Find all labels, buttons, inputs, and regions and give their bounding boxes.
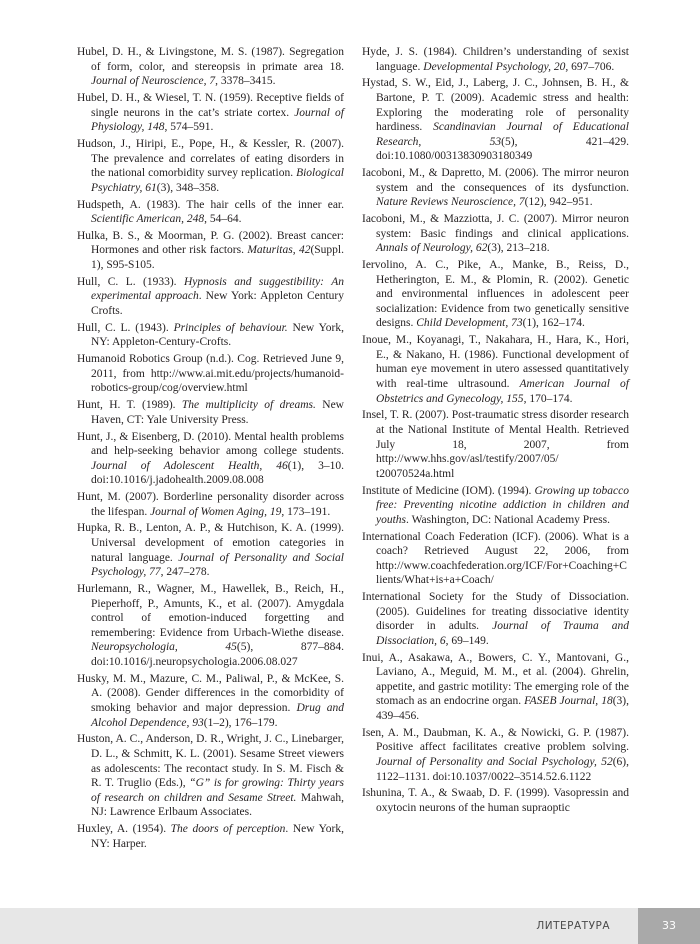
reference-text: Hulka, B. S., & Moorman, P. G. (2002). Breast cancer: Hormones and other risk factors.: [77, 229, 344, 257]
reference-entry: [362, 651, 629, 724]
reference-entry: [77, 490, 344, 519]
reference-text: Hunt, J., & Eisenberg, D. (2010). Mental health problems and help-seeking behavior among college students.: [77, 430, 344, 458]
reference-text: (6), 1122–1131. doi:10.1037/0022–3514.52.6.1122: [376, 755, 629, 783]
reference-text: International Coach Federation (ICF). (2006). What is a coach? Retrieved August 22, 2006, from http://www.coachfederation.org/ICF/For+Coaching+Clients/What+is+a+Coach/: [362, 530, 629, 587]
reference-source-italic: FASEB Journal, 18: [524, 695, 613, 708]
reference-source-italic: Developmental Psychology, 20,: [423, 60, 569, 73]
reference-source-italic: Child Development, 73: [416, 317, 523, 330]
reference-text: Hudson, J., Hiripi, E., Pope, H., & Kessler, R. (2007). The prevalence and correlates of eating disorders in the national comorbidity survey replication.: [77, 137, 344, 180]
reference-text: (1), 162–174.: [522, 317, 585, 330]
reference-entry: [362, 408, 629, 481]
reference-text: Hull, C. L. (1943).: [77, 321, 174, 334]
reference-text: (3), 348–358.: [156, 181, 220, 194]
reference-source-italic: Journal of Personality and Social Psychology, 52: [376, 755, 613, 768]
reference-text: (Suppl. 1), S95-S105.: [91, 244, 344, 272]
reference-text: Ishunina, T. A., & Swaab, D. F. (1999). Vasopressin and oxytocin neurons of the human supraoptic: [362, 787, 629, 814]
reference-text: , 54–64.: [204, 213, 242, 226]
reference-text: Iacoboni, M., & Dapretto, M. (2006). The mirror neuron system and the consequences of its dysfunction.: [362, 167, 629, 194]
references-right-column: [362, 45, 629, 818]
reference-text: Hurlemann, R., Wagner, M., Hawellek, B., Reich, H., Pieperhoff, P., Amunts, K., et al. (2007). Amygdala control of emotion-induced forgetting and remembering: Evidence from Urbach-Wiethe disease.: [77, 583, 344, 639]
reference-entry: [77, 275, 344, 319]
reference-entry: [77, 198, 344, 227]
references-left-column: [77, 45, 344, 853]
reference-source-italic: Journal of Physiology, 148: [91, 106, 344, 134]
reference-text: . Washington, DC: National Academy Press.: [406, 513, 610, 526]
reference-entry: [77, 822, 344, 851]
reference-entry: [77, 229, 344, 273]
reference-source-italic: The multiplicity of dreams.: [181, 399, 316, 412]
reference-text: (3), 439–456.: [376, 695, 629, 722]
reference-source-italic: Nature Reviews Neuroscience, 7: [376, 196, 525, 209]
reference-text: New Haven, CT: Yale University Press.: [91, 399, 344, 426]
reference-text: Iacoboni, M., & Mazziotta, J. C. (2007). Mirror neuron system: Basic findings and clinical applications.: [362, 213, 629, 240]
reference-entry: [77, 430, 344, 488]
reference-source-italic: Scientific American, 248: [91, 213, 205, 226]
reference-source-italic: Journal of Adolescent Health, 46: [91, 459, 288, 472]
reference-text: Hudspeth, A. (1983). The hair cells of the inner ear.: [77, 198, 344, 211]
reference-text: New York, NY: Appleton-Century-Crofts.: [91, 321, 344, 349]
reference-text: Iervolino, A. C., Pike, A., Manke, B., Reiss, D., Hetherington, E. M., & Plomin, R. (2002). Genetic and environmental influences in adolescent peer socialization: Evidence from two genetically sensitive designs.: [362, 259, 629, 330]
reference-text: , 170–174.: [523, 392, 573, 405]
reference-text: 697–706.: [568, 60, 615, 73]
reference-text: Hunt, H. T. (1989).: [77, 399, 182, 412]
reference-text: (5), 421–429. doi:10.1080/00313830903180349: [376, 135, 629, 163]
reference-text: , 3378–3415.: [215, 75, 276, 88]
reference-source-italic: Scandinavian Journal of Educational Research, 53: [376, 121, 629, 148]
reference-source-italic: Neuropsychologia, 45: [91, 641, 237, 654]
reference-source-italic: Journal of Women Aging, 19: [150, 505, 282, 518]
reference-text: Hystad, S. W., Eid, J., Laberg, J. C., Johnsen, B. H., & Bartone, P. T. (2009). Academic stress and health: Exploring the moderating role of personality hardiness.: [362, 77, 629, 134]
reference-text: Hubel, D. H., & Livingstone, M. S. (1987). Segregation of form, color, and stereopsis in primate area 18.: [77, 46, 344, 73]
reference-source-italic: Growing up tobacco free: Preventing nicotine addiction in children and youths: [376, 484, 629, 526]
reference-text: Isen, A. M., Daubman, K. A., & Nowicki, G. P. (1987). Positive affect facilitates creative problem solving.: [362, 726, 629, 754]
reference-source-italic: Journal of Trauma and Dissociation, 6: [376, 620, 629, 647]
reference-text: , 574–591.: [164, 121, 214, 134]
reference-entry: [77, 352, 344, 396]
reference-entry: [77, 732, 344, 820]
reference-entry: [77, 321, 344, 350]
reference-source-italic: Journal of Neuroscience, 7: [91, 75, 216, 88]
reference-entry: [77, 672, 344, 730]
reference-text: Huxley, A. (1954).: [77, 823, 171, 836]
reference-text: International Society for the Study of Dissociation. (2005). Guidelines for treating dissociative identity disorder in adults.: [362, 591, 629, 633]
reference-entry: [77, 137, 344, 195]
page-footer: [0, 908, 700, 944]
reference-entry: [362, 212, 629, 256]
reference-entry: [362, 258, 629, 331]
section-label: ЛИТЕРАТУРА: [536, 920, 610, 932]
reference-entry: [362, 45, 629, 74]
reference-text: (12), 942–951.: [524, 196, 593, 209]
reference-text: (5), 877–884. doi:10.1016/j.neuropsychologia.2006.08.027: [91, 641, 344, 668]
reference-text: Hull, C. L. (1933).: [77, 275, 184, 288]
reference-entry: [77, 398, 344, 427]
reference-text: Insel, T. R. (2007). Post-traumatic stress disorder research at the National Institute of Mental Health. Retrieved July 18, 2007, from http://www.hhs.gov/asl/testify/2007/05/ t20070524a.html: [362, 409, 629, 480]
reference-entry: [77, 45, 344, 89]
reference-source-italic: “G” is for growing: Thirty years of research on children and Sesame Street.: [91, 777, 344, 804]
reference-text: (3), 213–218.: [487, 242, 550, 255]
reference-source-italic: Principles of behaviour.: [173, 321, 288, 334]
reference-entry: [362, 530, 629, 588]
reference-source-italic: Biological Psychiatry, 61: [91, 167, 344, 194]
reference-entry: [362, 786, 629, 815]
reference-source-italic: The doors of perception: [170, 823, 286, 836]
reference-text: . New York, NY: Harper.: [91, 823, 344, 850]
reference-text: Husky, M. M., Mazure, C. M., Paliwal, P., & McKee, S. A. (2008). Gender differences in the comorbidity of smoking behavior and major depression.: [77, 672, 344, 714]
reference-text: Hyde, J. S. (1984). Children’s understanding of sexist language.: [362, 46, 629, 73]
reference-source-italic: Hypnosis and suggestibility: An experimental approach: [91, 275, 344, 303]
reference-entry: [362, 726, 629, 784]
reference-text: Huston, A. C., Anderson, D. R., Wright, J. C., Linebarger, D. L., & Schmitt, K. L. (2001). Sesame Street viewers as adolescents: The recontact study. In S. M. Fisch & R. T. Truglio (Eds.),: [77, 733, 344, 790]
reference-source-italic: Journal of Personality and Social Psychology, 77: [91, 551, 344, 579]
reference-text: Hunt, M. (2007). Borderline personality disorder across the lifespan.: [77, 491, 344, 518]
reference-entry: [77, 582, 344, 670]
reference-text: , 69–149.: [445, 634, 489, 647]
page-number: 33: [638, 908, 700, 944]
reference-text: . New York: Appleton Century Crofts.: [91, 290, 345, 318]
reference-source-italic: Annals of Neurology, 62: [376, 242, 488, 255]
reference-entry: [362, 76, 629, 164]
reference-source-italic: Drug and Alcohol Dependence, 93: [91, 701, 345, 729]
reference-text: Inui, A., Asakawa, A., Bowers, C. Y., Mantovani, G., Laviano, A., Meguid, M. M., et al. (2004). Ghrelin, appetite, and gastric motility: The emerging role of the stomach as an endocrine organ.: [362, 651, 629, 708]
reference-text: Hupka, R. B., Lenton, A. P., & Hutchison, K. A. (1999). Universal development of emotion categories in natural language.: [77, 522, 344, 564]
reference-text: Institute of Medicine (IOM). (1994).: [362, 484, 535, 497]
reference-entry: [362, 333, 629, 406]
reference-text: , 247–278.: [160, 566, 210, 579]
reference-entry: [362, 484, 629, 528]
reference-text: Inoue, M., Koyanagi, T., Nakahara, H., Hara, K., Hori, E., & Nakano, H. (1986). Functional development of human eye movement in utero assessed quantitatively with real-time ultrasound.: [362, 334, 629, 390]
reference-entry: [362, 166, 629, 210]
reference-text: (1–2), 176–179.: [203, 716, 278, 729]
reference-text: Humanoid Robotics Group (n.d.). Cog. Retrieved June 9, 2011, from http://www.ai.mit.edu/projects/humanoid-robotics-group/cog/overview.html: [77, 353, 344, 395]
reference-entry: [77, 521, 344, 579]
reference-text: (1), 3–10. doi:10.1016/j.jadohealth.2009.08.008: [91, 459, 344, 487]
reference-text: , 173–191.: [281, 505, 331, 518]
reference-entry: [77, 91, 344, 135]
reference-entry: [362, 590, 629, 648]
reference-source-italic: Maturitas, 42: [247, 244, 311, 257]
reference-source-italic: American Journal of Obstetrics and Gynecology, 155: [376, 378, 629, 405]
reference-text: Hubel, D. H., & Wiesel, T. N. (1959). Receptive fields of single neurons in the cat’s striate cortex.: [77, 91, 344, 119]
reference-text: Mahwah, NJ: Lawrence Erlbaum Associates.: [91, 791, 344, 819]
